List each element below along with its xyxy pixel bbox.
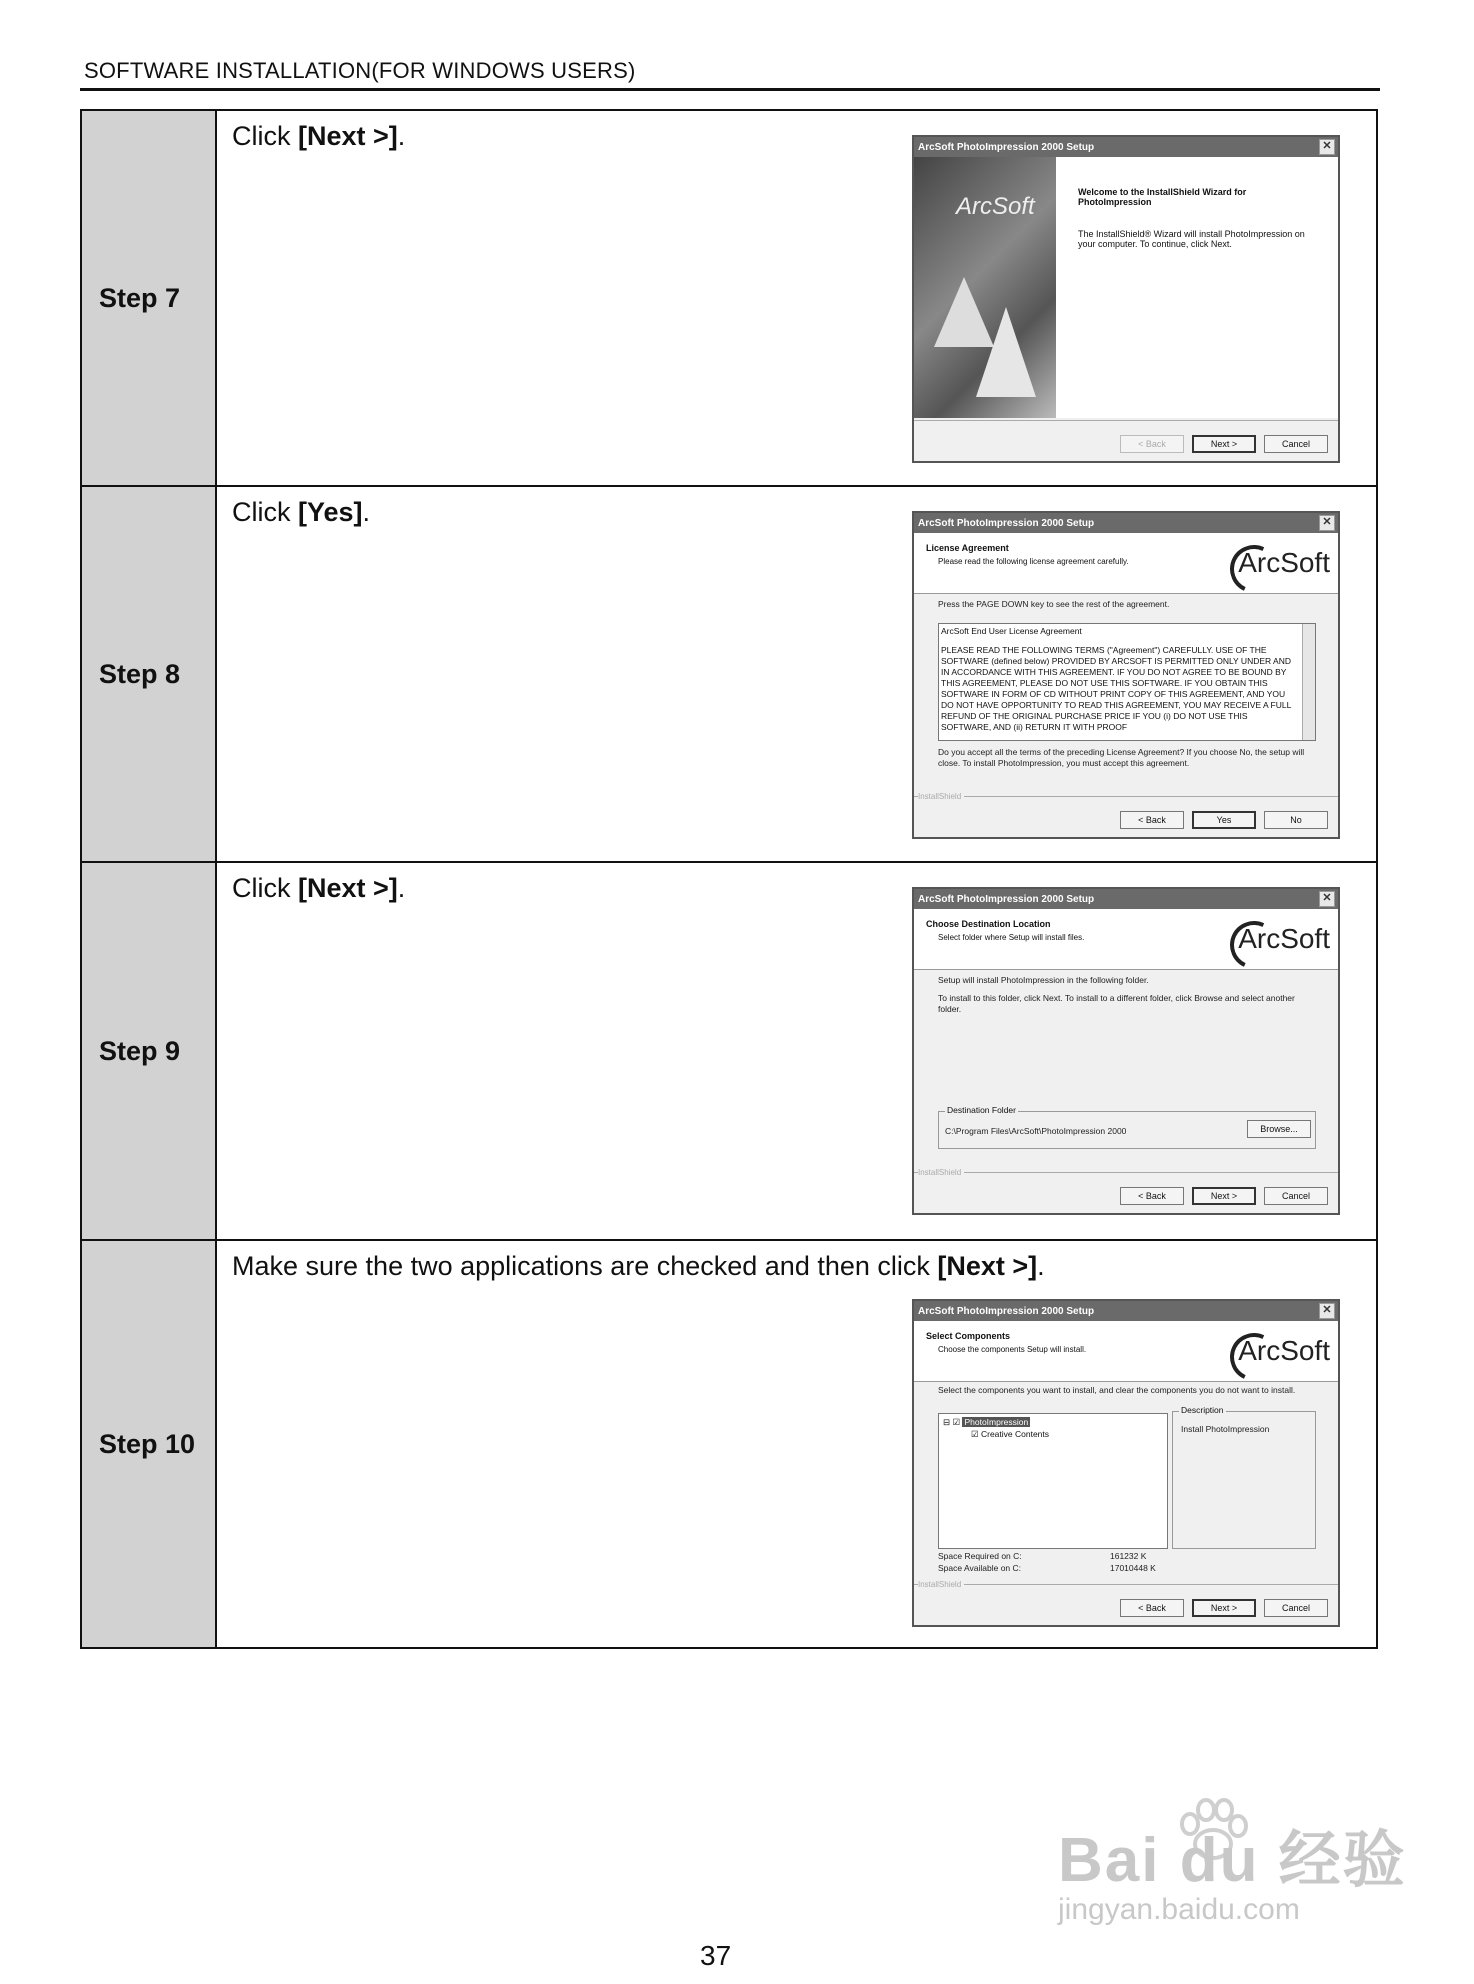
license-title: ArcSoft End User License Agreement	[941, 626, 1082, 636]
step-instruction: Click [Next >].	[232, 873, 406, 903]
step-instruction: Click [Next >].	[232, 121, 406, 151]
component-item: ⊟ ☑ PhotoImpression	[943, 1417, 1029, 1427]
back-button: < Back	[1120, 1599, 1184, 1617]
space-available-value: 17010448 K	[1110, 1563, 1156, 1573]
space-required-label: Space Required on C:	[938, 1551, 1022, 1561]
dialog-titlebar: ArcSoft PhotoImpression 2000 Setup ✕	[914, 1301, 1338, 1321]
arcsoft-logo: ArcSoft	[1238, 1335, 1330, 1366]
group-label: Description	[1181, 1405, 1224, 1415]
step-instruction: Click [Yes].	[232, 497, 371, 527]
step-row	[82, 111, 1376, 487]
baidu-watermark	[1058, 1810, 1407, 1927]
installer-screenshot	[912, 135, 1340, 463]
header-rule	[80, 88, 1380, 91]
installer-screenshot	[912, 887, 1340, 1215]
divider	[914, 1172, 1338, 1173]
steps-table	[80, 109, 1378, 1649]
watermark-brand: Bai du 经验	[1058, 1826, 1407, 1895]
back-button: < Back	[1120, 811, 1184, 829]
divider	[914, 1584, 1338, 1585]
next-button: Next >	[1192, 435, 1256, 453]
dialog-heading: License Agreement	[926, 543, 1009, 553]
page-number: 37	[700, 1940, 732, 1971]
watermark-url: jingyan.baidu.com	[1058, 1893, 1300, 1926]
group-label: Destination Folder	[947, 1105, 1016, 1115]
next-button: Next >	[1192, 1187, 1256, 1205]
description-group	[1172, 1405, 1316, 1549]
dialog-titlebar: ArcSoft PhotoImpression 2000 Setup ✕	[914, 137, 1338, 157]
dialog-buttons	[1120, 435, 1328, 453]
step-row	[82, 487, 1376, 863]
license-question: Do you accept all the terms of the preceding License Agreement? If you choose No, the setup will close. To install PhotoImpression, you must accept this agreement.	[938, 747, 1305, 768]
dialog-line: Select the components you want to install, and clear the components you do not want to install.	[938, 1385, 1296, 1395]
no-button: No	[1264, 811, 1328, 829]
step-label: Step 7	[82, 111, 217, 485]
page-header-title: SOFTWARE INSTALLATION(FOR WINDOWS USERS)	[84, 58, 636, 83]
back-button: < Back	[1120, 1187, 1184, 1205]
welcome-banner	[914, 157, 1056, 418]
next-button: Next >	[1192, 1599, 1256, 1617]
cancel-button: Cancel	[1264, 435, 1328, 453]
installer-screenshot	[912, 511, 1340, 839]
close-icon: ✕	[1319, 515, 1335, 531]
component-item: ☑ Creative Contents	[971, 1429, 1050, 1439]
divider	[914, 420, 1338, 421]
description-text: Install PhotoImpression	[1181, 1424, 1270, 1434]
step-content	[217, 487, 1376, 861]
step-instruction: Make sure the two applications are checked and then click [Next >].	[232, 1251, 1045, 1281]
dialog-header	[914, 1321, 1338, 1382]
dialog-buttons	[1120, 811, 1328, 829]
dialog-heading: Select Components	[926, 1331, 1011, 1341]
step-label: Step 10	[82, 1241, 217, 1647]
divider	[914, 796, 1338, 797]
arcsoft-logo: ArcSoft	[956, 193, 1035, 220]
dialog-buttons	[1120, 1599, 1328, 1617]
arcsoft-logo: ArcSoft	[1238, 923, 1330, 954]
dialog-header	[914, 533, 1338, 594]
step-label: Step 9	[82, 863, 217, 1239]
installshield-brand: InstallShield	[918, 1580, 964, 1589]
space-available-label: Space Available on C:	[938, 1563, 1022, 1573]
destination-folder-group	[938, 1105, 1316, 1149]
dialog-subheading: Please read the following license agreement carefully.	[938, 557, 1129, 566]
dialog-heading: Welcome to the InstallShield Wizard for PhotoImpression	[1078, 187, 1247, 207]
dialog-subheading: Choose the components Setup will install.	[938, 1345, 1087, 1354]
dialog-titlebar: ArcSoft PhotoImpression 2000 Setup ✕	[914, 513, 1338, 533]
arcsoft-logo: ArcSoft	[1238, 547, 1330, 578]
step-label: Step 8	[82, 487, 217, 861]
dialog-line: Setup will install PhotoImpression in the following folder.	[938, 975, 1149, 985]
dialog-line: To install to this folder, click Next. To install to a different folder, click Browse and select another folder.	[938, 993, 1295, 1014]
installshield-brand: InstallShield	[918, 1168, 964, 1177]
dialog-buttons	[1120, 1187, 1328, 1205]
installshield-brand: InstallShield	[918, 792, 964, 801]
decorative-shape	[976, 307, 1036, 397]
close-icon: ✕	[1319, 139, 1335, 155]
step-content	[217, 111, 1376, 485]
step-content	[217, 863, 1376, 1239]
step-row	[82, 1241, 1376, 1647]
license-scrollbar	[1302, 624, 1315, 740]
close-icon: ✕	[1319, 1303, 1335, 1319]
step-row	[82, 863, 1376, 1241]
dialog-header	[914, 909, 1338, 970]
dialog-body: The InstallShield® Wizard will install PhotoImpression on your computer. To continue, click Next.	[1078, 229, 1305, 249]
dialog-subheading: Select folder where Setup will install files.	[938, 933, 1085, 942]
browse-button: Browse...	[1247, 1120, 1311, 1138]
cancel-button: Cancel	[1264, 1187, 1328, 1205]
dialog-heading: Choose Destination Location	[926, 919, 1051, 929]
yes-button: Yes	[1192, 811, 1256, 829]
installer-screenshot	[912, 1299, 1340, 1627]
dialog-titlebar: ArcSoft PhotoImpression 2000 Setup ✕	[914, 889, 1338, 909]
back-button: < Back	[1120, 435, 1184, 453]
license-text-box	[938, 623, 1316, 741]
dialog-prompt: Press the PAGE DOWN key to see the rest of the agreement.	[938, 599, 1170, 609]
welcome-panel	[1056, 157, 1338, 418]
destination-path: C:\Program Files\ArcSoft\PhotoImpression 2000	[945, 1126, 1127, 1136]
components-tree	[938, 1413, 1168, 1549]
step-content	[217, 1241, 1376, 1647]
space-required-value: 161232 K	[1110, 1551, 1147, 1561]
license-body: PLEASE READ THE FOLLOWING TERMS ("Agreement") CAREFULLY. USE OF THE SOFTWARE (defined below) PROVIDED BY ARCSOFT IS PERMITTED ONLY UNDER AND IN ACCORDANCE WITH THIS AGREEMENT. IF YOU DO NOT AGREE TO BE BOUND BY THIS AGREEMENT, PLEASE DO NOT USE THIS SOFTWARE. IF YOU OBTAIN THIS SOFTWARE IN FORM OF CD WITHOUT PRINT COPY OF THIS AGREEMENT, AND YOU DO NOT HAVE OPPORTUNITY TO READ THIS AGREEMENT, YOU MAY RECEIVE A FULL REFUND OF THE ORIGINAL PURCHASE PRICE IF YOU (i) DO NOT USE THIS SOFTWARE, AND (ii) RETURN IT WITH PROOF	[941, 645, 1292, 732]
cancel-button: Cancel	[1264, 1599, 1328, 1617]
close-icon: ✕	[1319, 891, 1335, 907]
